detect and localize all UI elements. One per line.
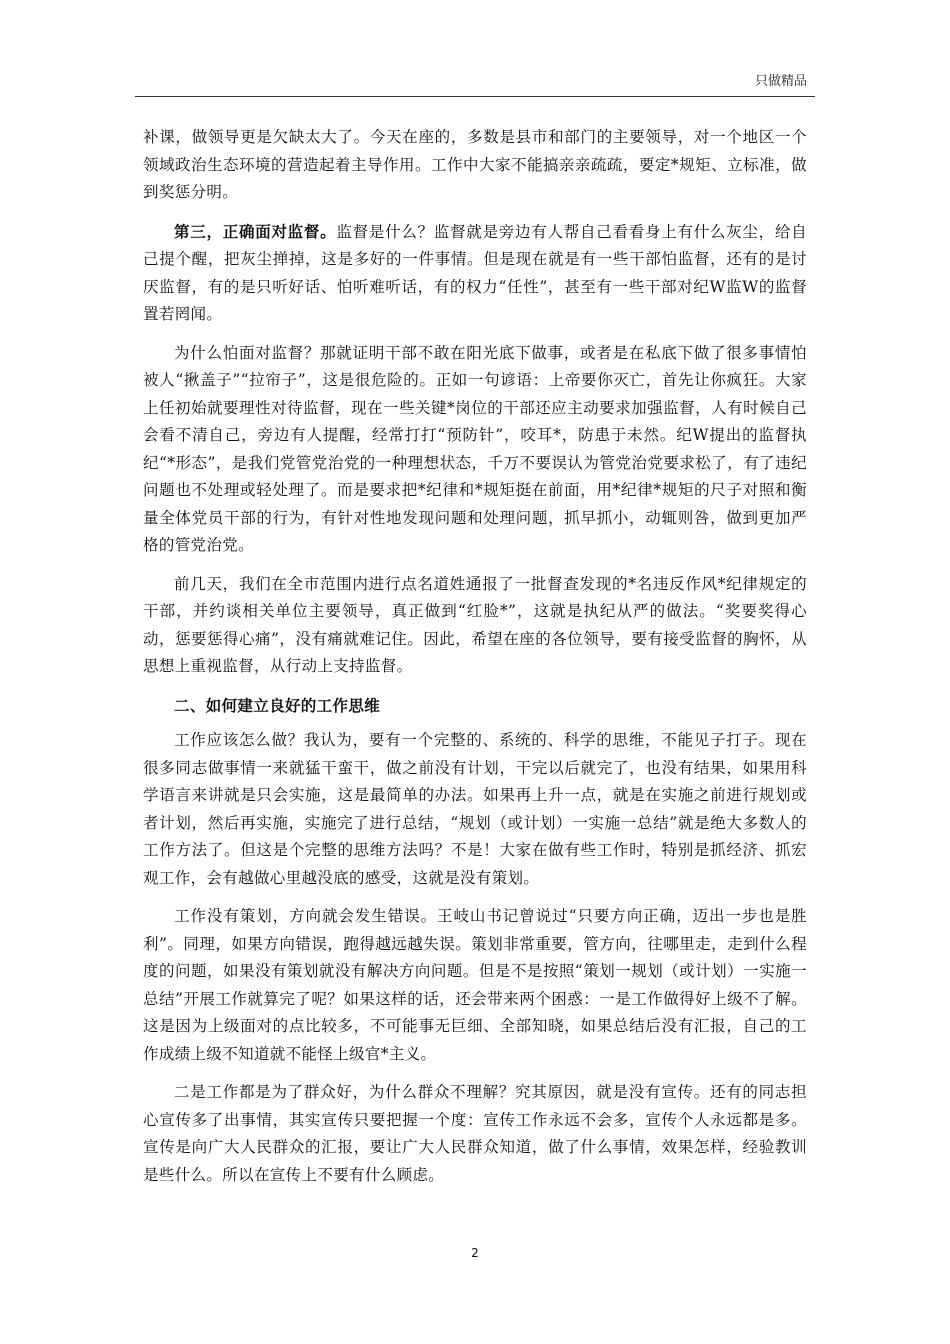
paragraph-2 — [143, 218, 807, 329]
page-number: 2 — [471, 1246, 479, 1260]
paragraph-6: 工作没有策划，方向就会发生错误。王岐山书记曾说过“只要方向正确，迈出一步也是胜利”。同理，如果方向错误，跑得越远越失误。策划非常重要，管方向，往哪里走，走到什么程度的问题，如果没有策划就没有解决方向问题。但是不是按照“策划一规划（或计划）一实施一总结”开展工作就算完了呢？如果这样的话，还会带来两个困惑：一是工作做得好上级不了解。这是因为上级面对的点比较多，不可能事无巨细、全部知晓，如果总结后没有汇报，自己的工作成绩上级不知道就不能怪上级官*主义。 — [143, 907, 807, 1063]
paragraph-5: 工作应该怎么做？我认为，要有一个完整的、系统的、科学的思维，不能见子打子。现在很多同志做事情一来就猛干蛮干，做之前没有计划，干完以后就完了，也没有结果，如果用科学语言来讲就是只会实施，这是最简单的办法。如果再上升一点，就是在实施之前进行规划或者计划，然后再实施，实施完了进行总结，“规划（或计划）一实施一总结”就是绝大多数人的工作方法了。但这是个完整的思维方法吗？不是！大家在做有些工作时，特别是抓经济、抓宏观工作，会有越做心里越没底的感受，这就是没有策划。 — [143, 731, 807, 887]
document-body — [143, 124, 807, 1200]
paragraph-4: 前几天，我们在全市范围内进行点名道姓通报了一批督查发现的*名违反作风*纪律规定的干部，并约谈相关单位主要领导，真正做到“红脸*”，这就是执纪从严的做法。“奖要奖得心动，惩要惩得心痛”，没有痛就难记住。因此，希望在座的各位领导，要有接受监督的胸怀，从思想上重视监督，从行动上支持监督。 — [143, 574, 807, 675]
header-divider — [135, 96, 815, 97]
paragraph-2-body: 监督是什么？监督就是旁边有人帮自己看看身上有什么灰尘，给自己提个醒，把灰尘掸掉，这是多好的一件事情。但是现在就是有一些干部怕监督，还有的是讨厌监督，有的是只听好话、怕听难听话，有的权力“任性”，甚至有一些干部对纪W监W的监督置若罔闻。 — [143, 222, 807, 323]
paragraph-2-lead: 第三，正确面对监督。 — [174, 221, 337, 241]
section-heading: 二、如何建立良好的工作思维 — [174, 695, 381, 715]
paragraph-1: 补课，做领导更是欠缺太大了。今天在座的，多数是县市和部门的主要领导，对一个地区一个领域政治生态环境的营造起着主导作用。工作中大家不能搞亲亲疏疏，要定*规矩、立标准，做到奖惩分明。 — [143, 128, 807, 201]
paragraph-7: 二是工作都是为了群众好，为什么群众不理解？究其原因，就是没有宣传。还有的同志担心宣传多了出事情，其实宣传只要把握一个度：宣传工作永远不会多，宣传个人永远都是多。宣传是向广大人民群众的汇报，要让广大人民群众知道，做了什么事情，效果怎样，经验教训是些什么。所以在宣传上不要有什么顾虑。 — [143, 1083, 807, 1184]
page-header: 只做精品 — [754, 74, 807, 89]
paragraph-3: 为什么怕面对监督？那就证明干部不敢在阳光底下做事，或者是在私底下做了很多事情怕被人“揪盖子”“拉帘子”，这是很危险的。正如一句谚语：上帝要你灭亡，首先让你疯狂。大家上任初始就要理性对待监督，现在一些关键*岗位的干部还应主动要求加强监督，人有时候自己会看不清自己，旁边有人提醒，经常打打“预防针”，咬耳*，防患于未然。纪W提出的监督执纪“*形态”，是我们党管党治党的一种理想状态，千万不要误认为管党治党要求松了，有了违纪问题也不处理或轻处理了。而是要求把*纪律和*规矩挺在前面，用*纪律*规矩的尺子对照和衡量全体党员干部的行为，有针对性地发现问题和处理问题，抓早抓小，动辄则咎，做到更加严格的管党治党。 — [143, 343, 807, 554]
